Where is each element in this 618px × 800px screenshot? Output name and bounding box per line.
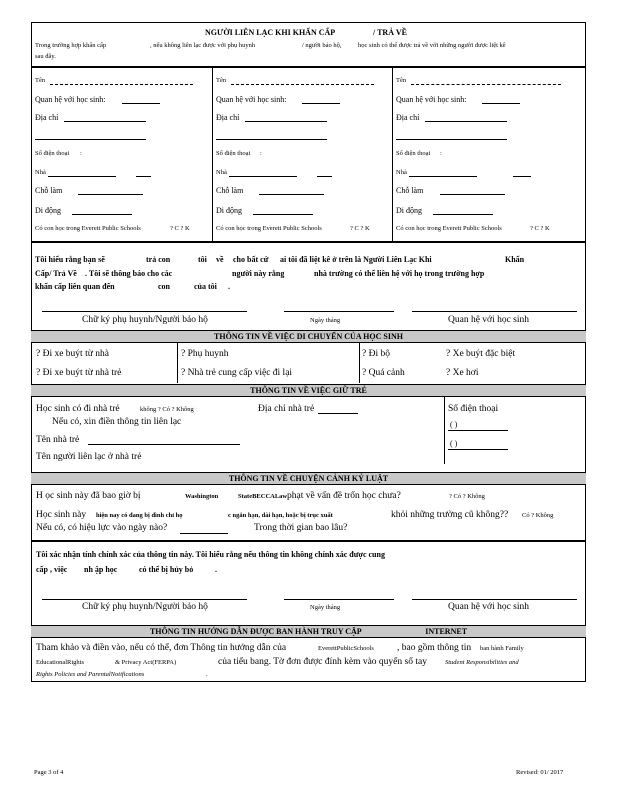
ack-text: . Tôi sẽ thông báo cho các [85, 269, 173, 278]
column-divider [177, 343, 178, 383]
work-phone-field[interactable] [259, 194, 324, 195]
mobile-phone-field[interactable] [253, 214, 313, 215]
relation-label-2: Quan hệ với học sinh [448, 602, 530, 612]
phone-header: Số điện thoại [396, 150, 431, 157]
work-phone-field[interactable] [78, 194, 143, 195]
section-title: NGƯỜI LIÊN LẠC KHI KHẨN CẤP [205, 28, 336, 37]
name-label: Tên [35, 77, 46, 84]
intro-text-5: sau đây. [35, 53, 56, 60]
address-field[interactable] [245, 121, 327, 122]
ack-text: ai tôi đã liệt kê ở trên là Người Liên Lạc Khi [280, 255, 432, 264]
home-label: Nhà [396, 169, 407, 176]
relation-label: Quan hệ với học sinh [448, 315, 530, 325]
ack-text: về [216, 255, 224, 264]
childcare-phone-field-2[interactable]: ( ) [450, 439, 458, 448]
ack-text: nhà trường có thể liên hệ với họ trong trường hợp [314, 269, 485, 278]
work-label: Chỗ làm [216, 186, 244, 195]
relationship-label: Quan hệ với học sinh: [396, 95, 467, 104]
discipline-q3-duration: Trong thời gian bao lâu? [254, 523, 348, 533]
relationship-label: Quan hệ với học sinh: [216, 95, 287, 104]
home-phone-field[interactable] [48, 176, 116, 177]
transport-option-car[interactable]: ? Xe hơi [446, 368, 479, 378]
divider [31, 241, 586, 243]
address-label: Địa chỉ [216, 113, 240, 122]
discipline-header: THÔNG TIN VỀ CHUYỆN CẢNH KỶ LUẬT [31, 472, 586, 485]
parent-signature-field[interactable] [42, 311, 247, 312]
column-divider [359, 343, 360, 383]
child-in-eps-label: Có con học trong Everett Public Schools [396, 225, 502, 232]
ack-text: khẩn cấp liên quan đến [35, 282, 115, 291]
phone-colon: : [440, 150, 442, 157]
childcare-name-label: Tên nhà trẻ [36, 435, 80, 445]
verification-text: . [215, 565, 217, 574]
internet-header [31, 625, 586, 638]
transport-option-daycare-provided[interactable]: ? Nhà trẻ cung cấp việc đi lại [181, 368, 293, 378]
discipline-q1-law: StateBECCALaw [238, 493, 288, 500]
address-field-line-2[interactable] [35, 139, 146, 140]
address-label: Địa chỉ [35, 113, 59, 122]
discipline-q1: H ọc sinh này đã bao giờ bị [36, 491, 141, 501]
column-divider [444, 397, 445, 464]
internet-text: EducationalRights [36, 659, 85, 666]
discipline-q1-tail: phạt về vấn đề trốn học chưa? [287, 491, 401, 501]
childcare-if-yes: Nếu có, xin điền thông tin liên lạc [52, 417, 182, 427]
internet-text: . [206, 671, 208, 678]
transport-option-special-bus[interactable]: ? Xe buýt đặc biệt [446, 349, 516, 359]
mobile-phone-field[interactable] [433, 214, 493, 215]
phone-colon: : [80, 150, 82, 157]
childcare-address-field[interactable] [318, 413, 358, 414]
discipline-q3: Nếu có, có hiệu lực vào ngày nào? [36, 523, 168, 533]
discipline-q1-wa: Washington [185, 493, 219, 500]
name-field[interactable] [231, 84, 374, 85]
address-field-line-2[interactable] [216, 139, 327, 140]
parent-signature-field-2[interactable] [42, 599, 247, 600]
phone-colon: : [260, 150, 262, 157]
childcare-contact-label: Tên người liên lạc ở nhà trẻ [36, 452, 142, 462]
relationship-field[interactable] [302, 103, 340, 104]
divider [31, 540, 586, 542]
intro-text-2: , nếu không liên lạc được với phụ huynh [150, 42, 256, 49]
home-label: Nhà [216, 169, 227, 176]
ack-text: cho bất cứ [233, 255, 269, 264]
phone-underline [448, 430, 508, 431]
work-label: Chỗ làm [35, 186, 63, 195]
child-in-eps-checkbox[interactable]: ? C ? K [530, 225, 550, 232]
mobile-label: Di động [396, 206, 422, 215]
revised-date: Revised: 01/ 2017 [516, 769, 564, 776]
relationship-field[interactable] [122, 103, 160, 104]
verification-text: có thể bị hủy bỏ [139, 565, 194, 574]
date-label-2: Ngày tháng [310, 604, 341, 611]
phone-header: Số điện thoại [35, 150, 70, 157]
internet-header-b: INTERNET [425, 627, 468, 636]
intro-text-4: học sinh có thể được trả về với những người được liệt kê [358, 42, 506, 49]
parent-signature-label: Chữ ký phụ huynh/Người bảo hộ [82, 315, 208, 325]
phone-underline [448, 449, 508, 450]
relation-field[interactable] [412, 311, 577, 312]
transport-option-home-bus[interactable]: ? Đi xe buýt từ nhà [36, 349, 109, 359]
verification-text: Tôi xác nhận tính chính xác của thông tin này. Tôi hiểu rằng nếu thông tin không chính xác được cung [36, 550, 385, 559]
child-in-eps-checkbox[interactable]: ? C ? K [170, 225, 190, 232]
verification-text: nh ập học [84, 565, 118, 574]
childcare-phone-label: Số điện thoại [448, 404, 499, 414]
ack-text: tôi [198, 255, 207, 264]
date-field-2[interactable] [284, 599, 394, 600]
transport-option-parent[interactable]: ? Phụ huynh [181, 349, 229, 359]
divider [31, 66, 586, 68]
ack-text: con [158, 282, 170, 291]
internet-text: Student Responsibilities and [445, 659, 519, 666]
mobile-label: Di động [35, 206, 61, 215]
childcare-question: Học sinh có đi nhà trẻ [36, 404, 120, 414]
name-field[interactable] [50, 84, 193, 85]
ack-text: trả con [146, 255, 171, 264]
child-in-eps-label: Có con học trong Everett Public Schools [35, 225, 141, 232]
ack-text: của tôi [194, 282, 217, 291]
internet-text: , bao gồm thông tin [397, 643, 472, 653]
mobile-label: Di động [216, 206, 242, 215]
transport-option-transit[interactable]: ? Quá cảnh [362, 368, 405, 378]
column-divider [392, 67, 393, 241]
intro-text-1: Trong trường hợp khẩn cấp [35, 42, 107, 49]
internet-text: Tham khảo và điền vào, nếu có thể, đơn Thông tin hướng dẫn của [36, 643, 287, 653]
transport-option-daycare-bus[interactable]: ? Đi xe buýt từ nhà trẻ [36, 368, 122, 378]
discipline-q2-b: hiện nay có đang bị đình chỉ họ [96, 512, 183, 519]
internet-text: Rights Policies and ParentalNotifications [36, 671, 145, 678]
date-label: Ngày tháng [310, 317, 341, 324]
name-label: Tên [216, 77, 227, 84]
intro-text-3: / người bảo hộ, [302, 42, 342, 49]
work-label: Chỗ làm [396, 186, 424, 195]
discipline-q1-yes-no[interactable]: ? Có ? Không [449, 493, 485, 500]
address-field[interactable] [64, 121, 146, 122]
page-number: Page 3 of 4 [34, 769, 64, 776]
parent-signature-label-2: Chữ ký phụ huynh/Người bảo hộ [82, 602, 208, 612]
child-in-eps-checkbox[interactable]: ? C ? K [350, 225, 370, 232]
ack-text: Khẩn [505, 255, 525, 264]
internet-text: ban hành Family [480, 645, 524, 652]
home-phone-field[interactable] [409, 176, 477, 177]
address-field[interactable] [425, 121, 507, 122]
childcare-header: THÔNG TIN VỀ VIỆC GIỮ TRẺ [31, 384, 586, 397]
relationship-label: Quan hệ với học sinh: [35, 95, 106, 104]
relationship-field[interactable] [482, 103, 520, 104]
childcare-name-field[interactable] [88, 444, 240, 445]
childcare-yes-no[interactable]: không ? Có ? Không [140, 406, 194, 413]
date-field[interactable] [284, 311, 394, 312]
verification-text: cấp , việc [36, 565, 68, 574]
internet-text: EverettPublicSchools [318, 645, 374, 652]
ack-text: . [228, 282, 230, 291]
work-phone-field[interactable] [440, 194, 505, 195]
child-in-eps-label: Có con học trong Everett Public Schools [216, 225, 322, 232]
childcare-phone-field-1[interactable]: ( ) [450, 420, 458, 429]
childcare-address-label: Địa chỉ nhà trẻ [258, 404, 315, 414]
ack-text: người này rằng [232, 269, 285, 278]
name-label: Tên [396, 77, 407, 84]
ack-text: Cấp/ Trả Về [35, 269, 77, 278]
address-label: Địa chỉ [396, 113, 420, 122]
discipline-q2: Học sinh này [36, 510, 87, 520]
discipline-q2-yes-no[interactable]: Có ? Không [522, 512, 554, 519]
discipline-q2-c: c ngắn hạn, dài hạn, hoặc bị trục xuất [228, 512, 333, 519]
home-phone-ext[interactable] [136, 176, 151, 177]
name-field[interactable] [411, 84, 561, 85]
column-divider [212, 67, 213, 241]
home-phone-field[interactable] [229, 176, 297, 177]
home-label: Nhà [35, 169, 46, 176]
discipline-q2-d: khỏi những trường cũ không?? [391, 510, 509, 520]
address-field-line-2[interactable] [396, 139, 507, 140]
home-phone-ext[interactable] [513, 176, 531, 177]
home-phone-ext[interactable] [317, 176, 332, 177]
mobile-phone-field[interactable] [72, 214, 132, 215]
transport-header: THÔNG TIN VỀ VIỆC DI CHUYỂN CỦA HỌC SINH [31, 330, 586, 343]
section-title-suffix: / TRẢ VỀ [373, 28, 407, 37]
discipline-date-field[interactable] [180, 533, 228, 534]
internet-header-a: THÔNG TIN HƯỚNG DẪN ĐƯỢC BAN HÀNH TRUY CẬP [149, 627, 362, 636]
ack-text: Tôi hiểu rằng bạn sẽ [35, 255, 105, 264]
internet-text: của tiểu bang. Tờ đơn được đính kèm vào quyển sổ tay [218, 657, 427, 667]
internet-text: & Privacy Act(FERPA) [115, 659, 177, 666]
relation-field-2[interactable] [412, 599, 577, 600]
transport-option-walk[interactable]: ? Đi bộ [362, 349, 390, 359]
phone-header: Số điện thoại [216, 150, 251, 157]
